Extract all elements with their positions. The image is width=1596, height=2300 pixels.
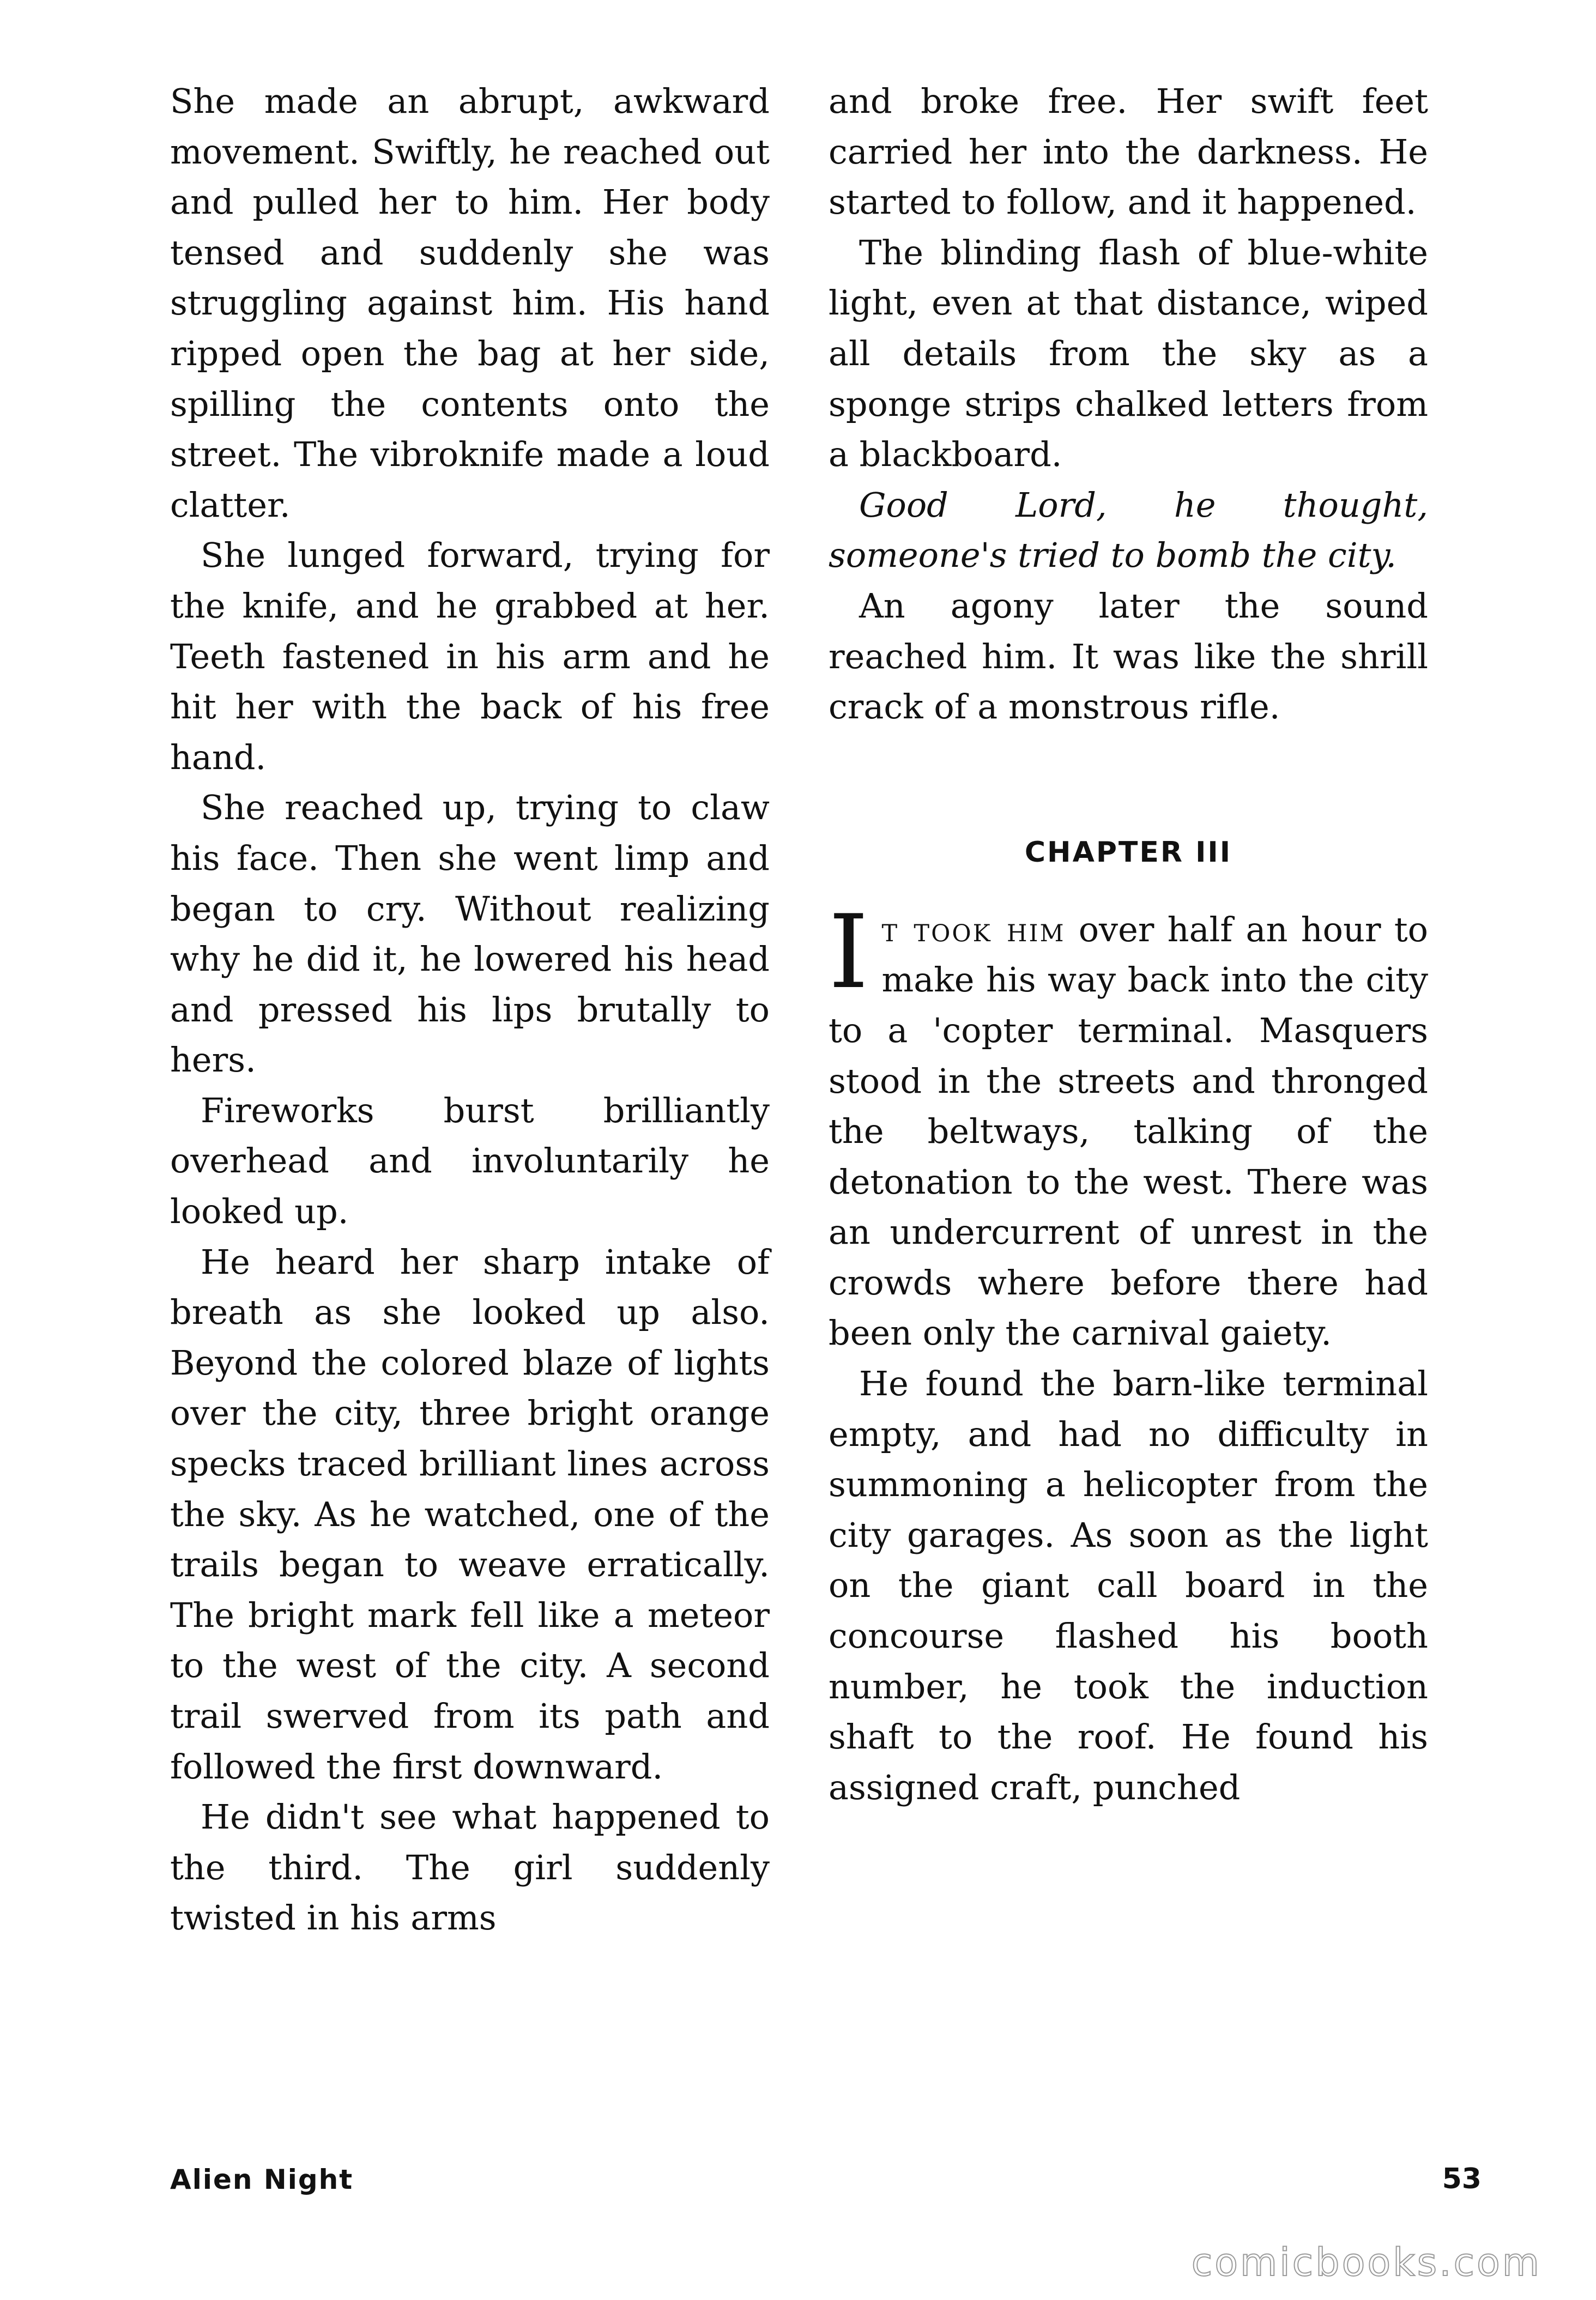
paragraph: She reached up, trying to claw his face. Then she went limp and began to cry. Without realizing why he did it, he lowered his head and pressed his lips brutally to hers. [170,788,770,1080]
chapter-opening-paragraph [829,892,1429,1359]
left-column [170,76,770,1944]
watermark: comicbooks.com [1191,2240,1541,2285]
paragraph: She lunged forward, trying for the knife, and he grabbed at her. Teeth fastened in his arm and he hit her with the back of his free hand. [170,535,770,777]
paragraph: Fireworks burst brilliantly overhead and involuntarily he looked up. [170,1090,770,1232]
drop-cap: I [829,892,869,1011]
paragraph: She made an abrupt, awkward movement. Swiftly, he reached out and pulled her to him. Her body tensed and suddenly she was struggling against him. His hand ripped open the bag at her side, spilling the contents onto the street. The vibroknife made a loud clatter. [170,81,770,525]
paragraph: and broke free. Her swift feet carried her into the darkness. He started to follow, and it happened. [829,81,1428,222]
paragraph: He found the barn-like terminal empty, and had no difficulty in summoning a helicopter from the city garages. As soon as the light on the giant call board in the concourse flashed his booth number, he took the induction shaft to the roof. He found his assigned craft, punched [829,1364,1428,1807]
chapter-opening-smallcaps: t took him [881,909,1066,949]
running-footer-title: Alien Night [170,2164,354,2195]
chapter-heading: CHAPTER III [1024,836,1232,869]
paragraph: He heard her sharp intake of breath as she looked up also. Beyond the colored blaze of lights over the city, three bright orange specks traced brilliant lines across the sky. As he watched, one of the trails began to weave erratically. The bright mark fell like a meteor to the west of the city. A second trail swerved from its path and followed the first downward. [170,1242,770,1787]
paragraph-italic-thought: Good Lord, he thought, someone's tried to bomb the city. [829,485,1428,576]
right-column [829,76,1428,1813]
chapter-opening-text: over half an hour to make his way back into the city to a 'copter terminal. Masquers stood in the streets and thronged the beltways, talking of the detonation to the west. There was an undercurrent of unrest in the crowds where before there had been only the carnival gaiety. [829,909,1429,1353]
paragraph: An agony later the sound reached him. It was like the shrill crack of a monstrous rifle. [829,585,1428,727]
paragraph: The blinding flash of blue-white light, even at that distance, wiped all details from the sky as a sponge strips chalked letters from a blackboard. [829,232,1428,475]
paragraph: He didn't see what happened to the third. The girl suddenly twisted in his arms [170,1797,770,1938]
page-number: 53 [1442,2163,1482,2195]
